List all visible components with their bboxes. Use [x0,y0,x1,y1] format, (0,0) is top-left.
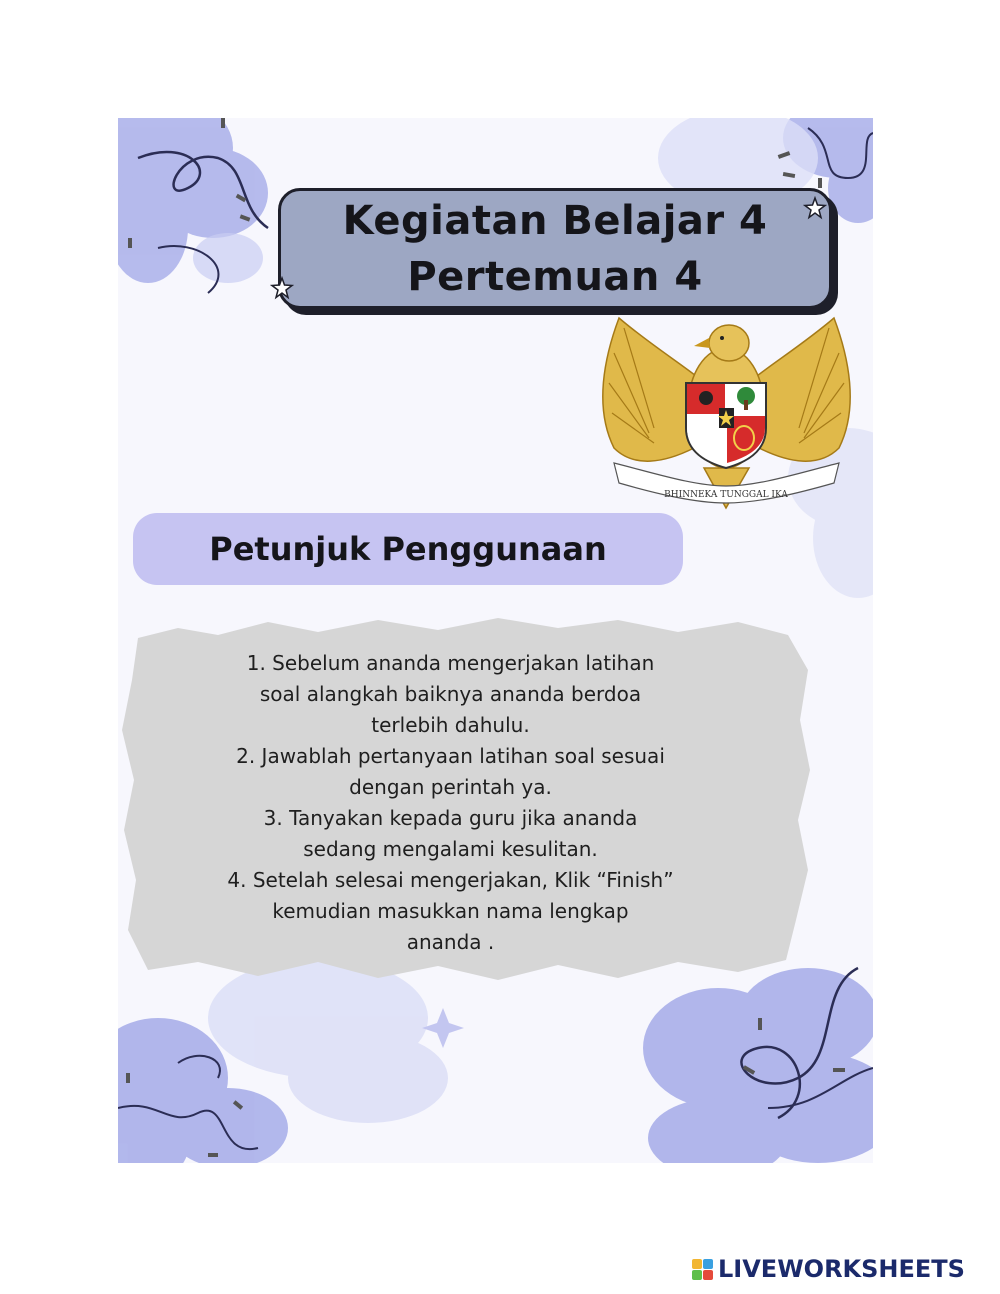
instruction-line: 2. Jawablah pertanyaan latihan soal sesuai [236,744,665,768]
instructions-heading-box [133,513,683,585]
star-icon [803,196,827,220]
instruction-line: 1. Sebelum ananda mengerjakan latihan [246,651,655,675]
instruction-line: 4. Setelah selesai mengerjakan, Klik “Finish” [227,868,674,892]
title-line-2: Pertemuan 4 [407,253,703,300]
instruction-line: soal alangkah baiknya ananda berdoa [259,682,642,706]
emblem-motto: BHINNEKA TUNGGAL IKA [664,490,788,500]
brand-text: LIVEWORKSHEETS [718,1255,965,1283]
liveworksheets-mark-icon [692,1259,713,1280]
instruction-line: ananda . [406,930,495,954]
instruction-line: kemudian masukkan nama lengkap [272,899,629,923]
instruction-line: terlebih dahulu. [371,713,530,737]
star-icon [270,276,294,300]
title-line-1: Kegiatan Belajar 4 [342,197,768,244]
instructions-heading: Petunjuk Penggunaan [209,530,607,568]
garuda-pancasila-emblem [594,308,859,518]
title-banner [278,188,832,309]
instruction-line: 3. Tanyakan kepada guru jika ananda [263,806,638,830]
liveworksheets-logo[interactable] [692,1254,965,1284]
worksheet-poster [118,118,873,1163]
instructions-list [148,648,753,958]
instruction-line: dengan perintah ya. [349,775,552,799]
instruction-line: sedang mengalami kesulitan. [303,837,598,861]
